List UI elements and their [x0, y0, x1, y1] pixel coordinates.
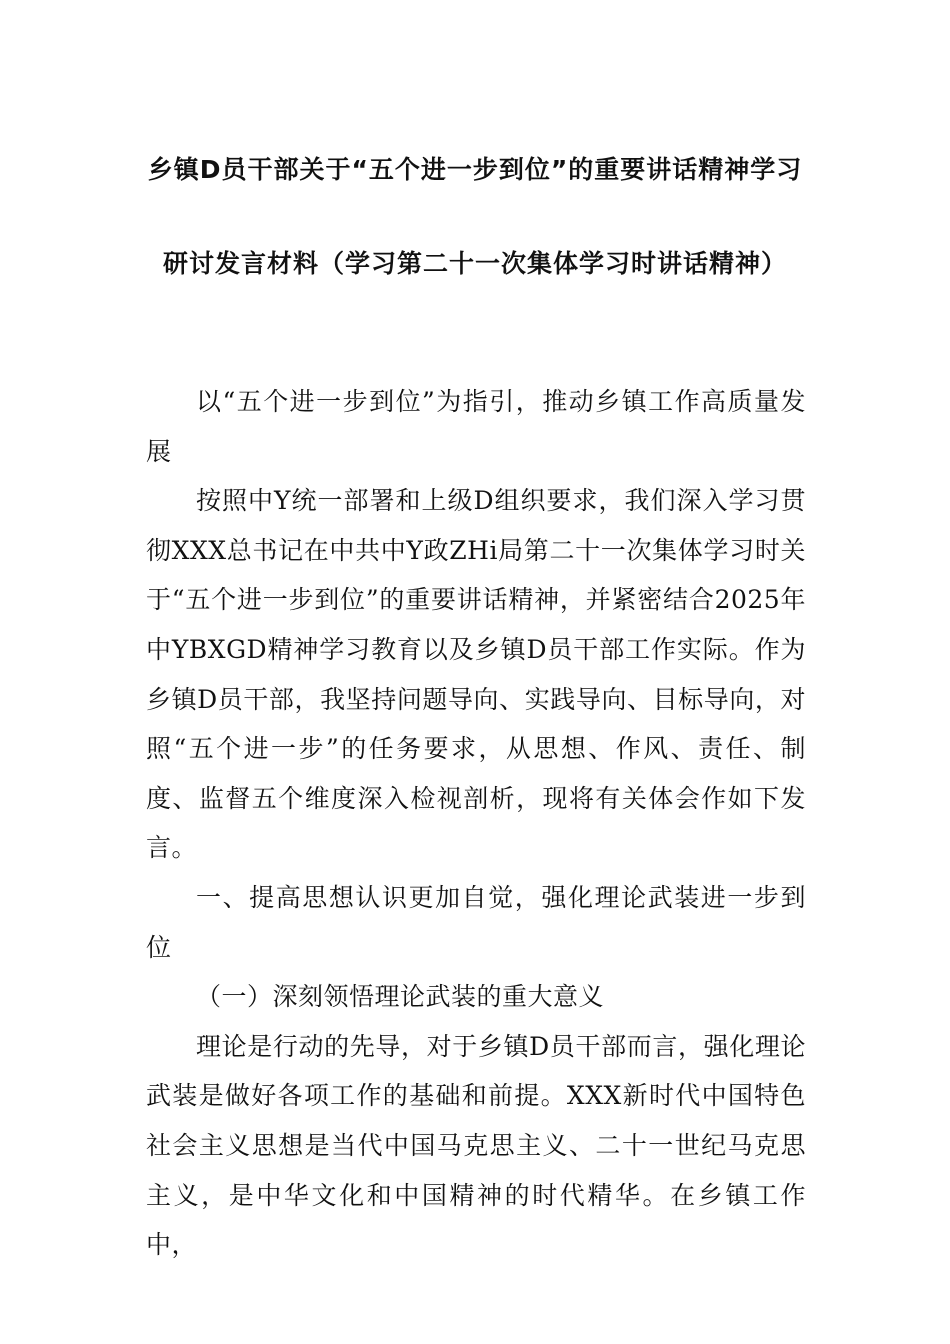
document-title-line-1: 乡镇D员干部关于“五个进一步到位”的重要讲话精神学习 — [147, 155, 803, 184]
document-title-line-2: 研讨发言材料（学习第二十一次集体学习时讲话精神） — [162, 249, 787, 278]
body-paragraph: 按照中Y统一部署和上级D组织要求，我们深入学习贯彻XXX总书记在中共中Y政ZHi局第二十一次集体学习时关于“五个进一步到位”的重要讲话精神，并紧密结合2025年中YBXGD精神学习教育以及乡镇D员干部工作实际。作为乡镇D员干部，我坚持问题导向、实践导向、目标导向，对照“五个进一步”的任务要求，从思想、作风、责任、制度、监督五个维度深入检视剖析，现将有关体会作如下发言。 — [146, 486, 806, 863]
subsection-heading-1-1: （一）深刻领悟理论武装的重大意义 — [196, 982, 605, 1012]
section-heading-intro: 以“五个进一步到位”为指引，推动乡镇工作高质量发展 — [146, 387, 806, 466]
section-heading-1: 一、提高思想认识更加自觉，强化理论武装进一步到位 — [146, 882, 806, 962]
document-body — [146, 377, 806, 1270]
body-paragraph: 理论是行动的先导，对于乡镇D员干部而言，强化理论武装是做好各项工作的基础和前提。XXX新时代中国特色社会主义思想是当代中国马克思主义、二十一世纪马克思主义，是中华文化和中国精神的时代精华。在乡镇工作中， — [146, 1031, 806, 1260]
